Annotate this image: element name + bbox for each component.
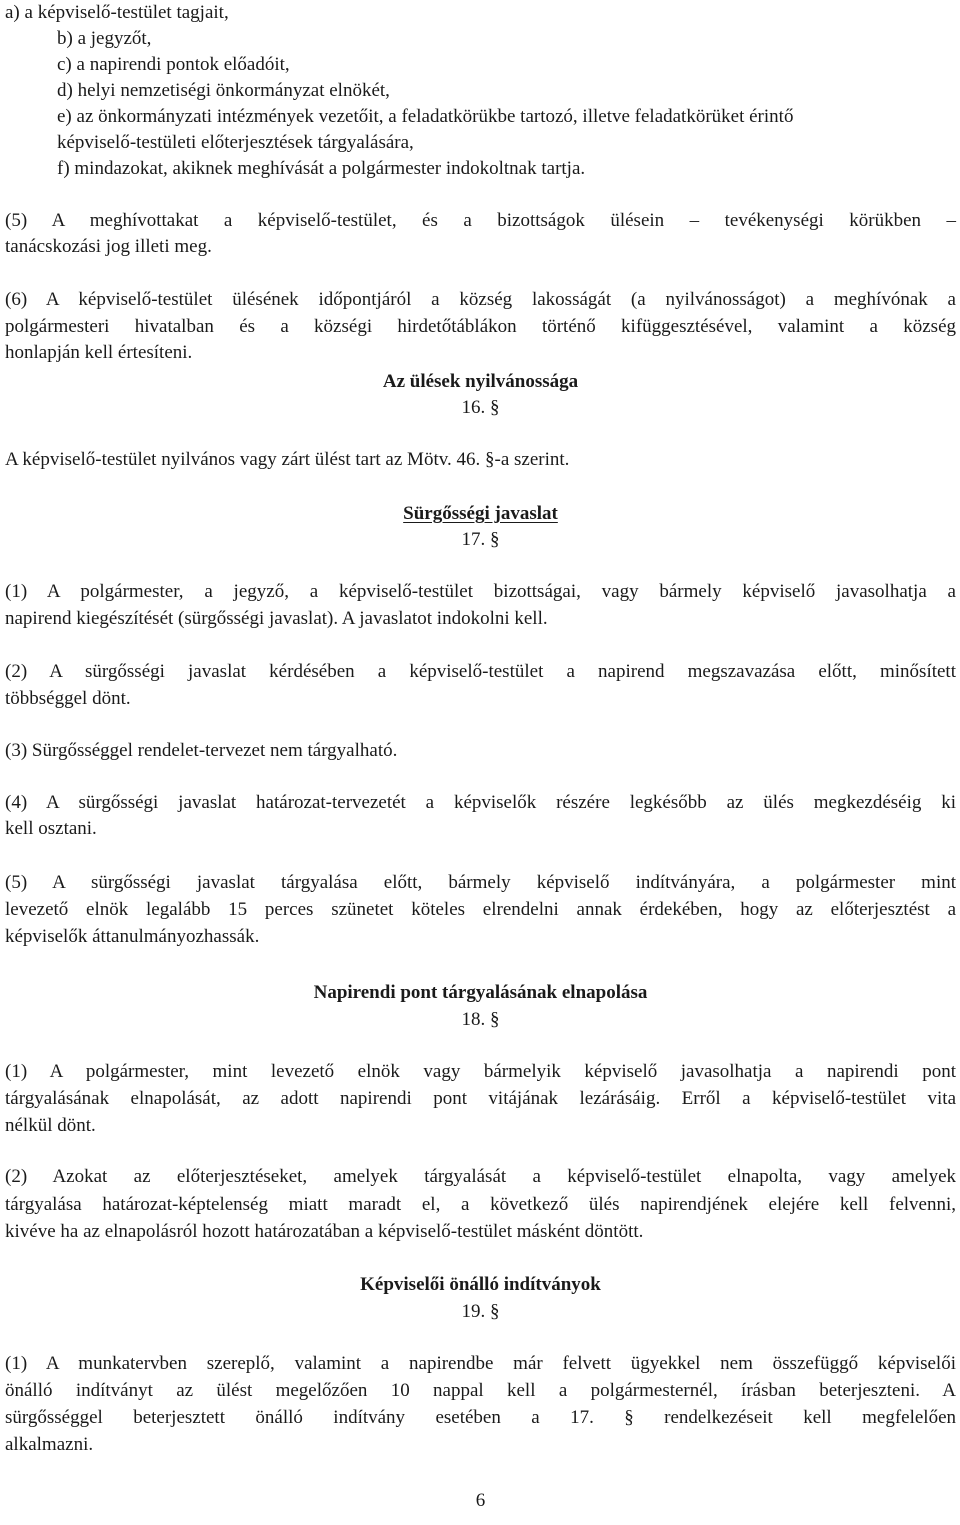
- section-17-p1-line-1: (1) A polgármester, a jegyző, a képviselő-testület bizottságai, vagy bármely képviselő javasolhatja a: [5, 581, 956, 602]
- section-19-p1-line-1: (1) A munkatervben szereplő, valamint a napirendbe már felvett ügyekkel nem összefüggő képviselői: [5, 1353, 956, 1374]
- section-18-p1-line-2: tárgyalásának elnapolását, az adott napirendi pont vitájának lezárásáig. Erről a képviselő-testület vita: [5, 1088, 956, 1109]
- section-17-p5-line-1: (5) A sürgősségi javaslat tárgyalása előtt, bármely képviselő indítványára, a polgármester mint: [5, 872, 956, 893]
- section-18-p1-line-3: nélkül dönt.: [5, 1115, 96, 1136]
- list-item-f: f) mindazokat, akiknek meghívását a polgármester indokoltnak tartja.: [57, 158, 586, 179]
- paragraph-6-line-1: (6) A képviselő-testület ülésének időpontjáról a község lakosságát (a nyilvánosságot) a meghívónak a: [5, 289, 956, 310]
- list-item-e: e) az önkormányzati intézmények vezetőit, a feladatkörükbe tartozó, illetve feladatkörüket érintő: [57, 106, 794, 127]
- section-18-heading: Napirendi pont tárgyalásának elnapolása: [313, 982, 648, 1003]
- list-item-d: d) helyi nemzetiségi önkormányzat elnökét,: [57, 80, 390, 101]
- section-19-p1-line-3: sürgősséggel beterjesztett önálló indítvány esetében a 17. § rendelkezéseit kell megfelelően: [5, 1407, 956, 1428]
- section-17-p3: (3) Sürgősséggel rendelet-tervezet nem tárgyalható.: [5, 740, 398, 761]
- section-17-number: 17. §: [461, 529, 500, 550]
- paragraph-5-line-1: (5) A meghívottakat a képviselő-testület, és a bizottságok ülésein – tevékenységi körükben –: [5, 210, 956, 231]
- section-16-text: A képviselő-testület nyilvános vagy zárt ülést tart az Mötv. 46. §-a szerint.: [5, 449, 570, 470]
- section-19-p1-line-2: önálló indítványt az ülést megelőzően 10 nappal kell a polgármesternél, írásban beterjeszteni. A: [5, 1380, 956, 1401]
- section-16-number: 16. §: [461, 397, 500, 418]
- section-18-p2-line-2: tárgyalása határozat-képtelenség miatt maradt el, a következő ülés napirendjének elejére kell felvenni,: [5, 1194, 956, 1215]
- section-16-heading: Az ülések nyilvánossága: [382, 371, 579, 392]
- section-17-p1-line-2: napirend kiegészítését (sürgősségi javaslat). A javaslatot indokolni kell.: [5, 608, 548, 629]
- paragraph-5-line-2: tanácskozási jog illeti meg.: [5, 236, 212, 257]
- section-17-heading: Sürgősségi javaslat: [403, 503, 558, 524]
- list-item-c: c) a napirendi pontok előadóit,: [57, 54, 290, 75]
- page-number: 6: [475, 1490, 486, 1511]
- section-19-p1-line-4: alkalmazni.: [5, 1434, 94, 1455]
- section-19-heading: Képviselői önálló indítványok: [360, 1274, 601, 1295]
- section-18-p1-line-1: (1) A polgármester, mint levezető elnök vagy bármelyik képviselő javasolhatja a napirendi pont: [5, 1061, 956, 1082]
- section-18-number: 18. §: [461, 1009, 500, 1030]
- section-17-p2-line-2: többséggel dönt.: [5, 688, 131, 709]
- list-item-b: b) a jegyzőt,: [57, 28, 152, 49]
- section-17-p5-line-3: képviselők áttanulmányozhassák.: [5, 926, 260, 947]
- section-18-p2-line-1: (2) Azokat az előterjesztéseket, amelyek tárgyalását a képviselő-testület elnapolta, vagy amelyek: [5, 1166, 956, 1187]
- paragraph-6-line-3: honlapján kell értesíteni.: [5, 342, 193, 363]
- section-17-p5-line-2: levezető elnök legalább 15 perces szünetet köteles elrendelni annak érdekében, hogy az előterjesztést a: [5, 899, 956, 920]
- list-item-e-cont: képviselő-testületi előterjesztések tárgyalására,: [57, 132, 414, 153]
- paragraph-6-line-2: polgármesteri hivatalban és a községi hirdetőtáblákon történő kifüggesztésével, valamint a község: [5, 316, 956, 337]
- list-item-a: a) a képviselő-testület tagjait,: [5, 2, 229, 23]
- section-17-p4-line-1: (4) A sürgősségi javaslat határozat-tervezetét a képviselők részére legkésőbb az ülés megkezdéséig ki: [5, 792, 956, 813]
- section-17-p4-line-2: kell osztani.: [5, 818, 97, 839]
- section-18-p2-line-3: kivéve ha az elnapolásról hozott határozatában a képviselő-testület másként döntött.: [5, 1221, 644, 1242]
- section-17-p2-line-1: (2) A sürgősségi javaslat kérdésében a képviselő-testület a napirend megszavazása előtt, minősített: [5, 661, 956, 682]
- section-19-number: 19. §: [461, 1301, 500, 1322]
